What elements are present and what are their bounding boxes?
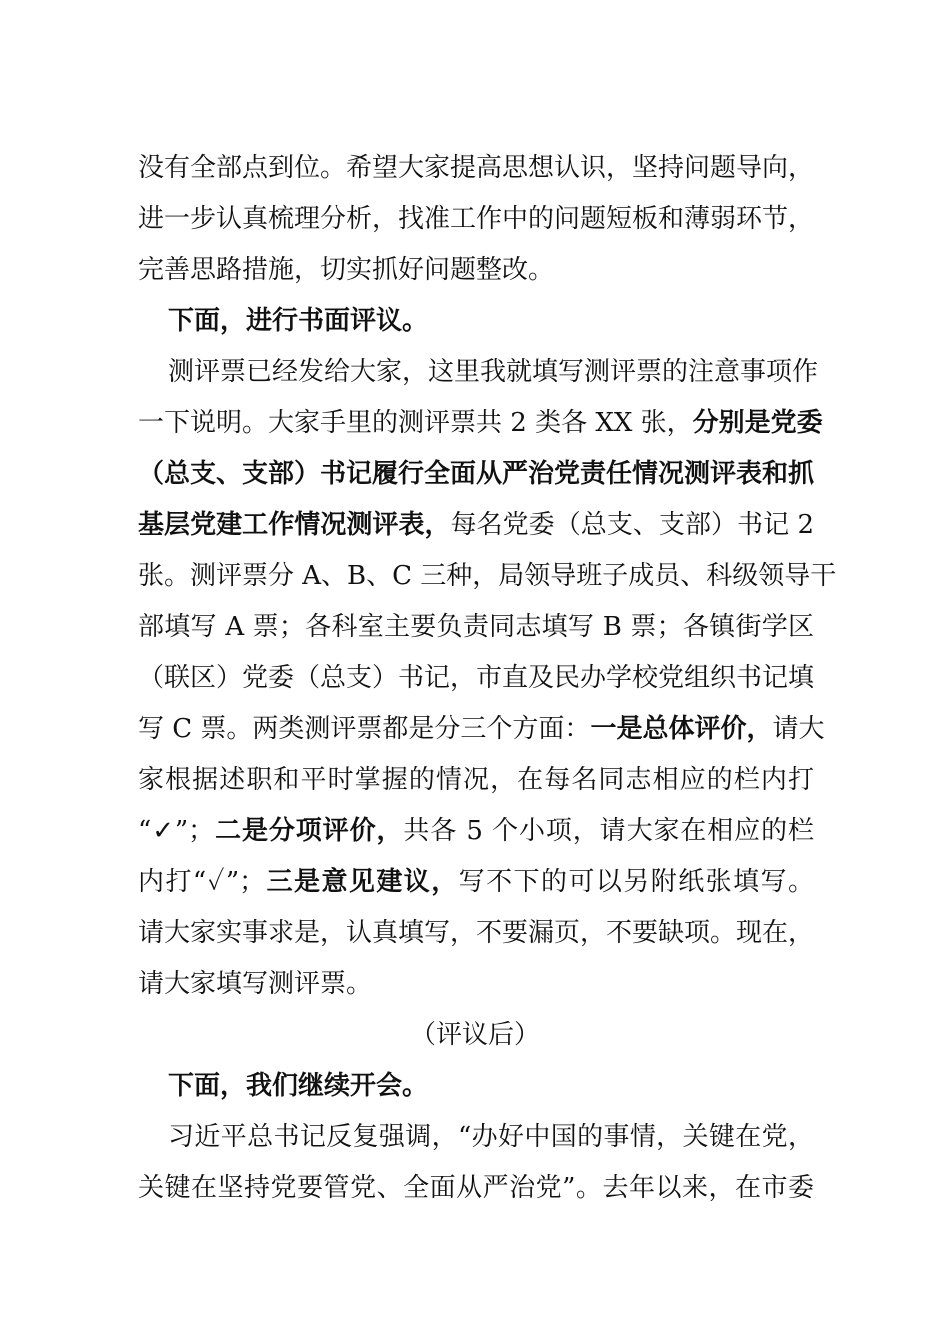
paragraph-line-13 (138, 760, 814, 800)
bold-text-segment: 二是分项评价， (214, 816, 404, 846)
text-segment: 写 C 票。两类测评票都是分三个方面： (138, 714, 591, 744)
text-segment: 进一步认真梳理分析，找准工作中的问题短板和薄弱环节， (138, 204, 815, 234)
paragraph-line-16 (138, 913, 814, 953)
text-segment: 请大 (772, 714, 825, 744)
text-segment: 测评票已经发给大家，这里我就填写测评票的注意事项作 (168, 357, 819, 387)
paragraph-line-3 (138, 250, 814, 290)
paragraph-line-7 (138, 454, 814, 494)
stage-direction (0, 1015, 950, 1055)
heading-text: 下面，我们继续开会。 (168, 1071, 429, 1101)
text-segment: 每名党委（总支、支部）书记 2 (450, 510, 814, 540)
paragraph-line-12 (138, 709, 825, 749)
paragraph-line-20 (168, 1117, 814, 1157)
text-segment: （联区）党委（总支）书记，市直及民办学校党组织书记填 (138, 663, 815, 693)
heading-text: 下面，进行书面评议。 (168, 306, 429, 336)
stage-direction-text: （评议后） (409, 1020, 540, 1050)
paragraph-line-10 (138, 607, 814, 647)
text-segment: 部填写 A 票；各科室主要负责同志填写 B 票；各镇街学区 (138, 612, 814, 642)
text-segment: 完善思路措施，切实抓好问题整改。 (138, 255, 555, 285)
text-segment: 关键在坚持党要管党、全面从严治党”。去年以来，在市委 (138, 1173, 814, 1203)
text-segment: 张。测评票分 A、B、C 三种，局领导班子成员、科级领导干 (138, 561, 837, 591)
text-segment: 习近平总书记反复强调，“办好中国的事情，关键在党， (168, 1122, 814, 1152)
section-heading-continue-meeting (168, 1066, 814, 1106)
bold-text-segment: 分别是党委 (692, 408, 823, 438)
bold-text-segment: 基层党建工作情况测评表， (138, 510, 451, 540)
paragraph-line-17 (138, 964, 814, 1004)
bold-text-segment: （总支、支部）书记履行全面从严治党责任情况测评表和抓 (138, 459, 815, 489)
text-segment: 家根据述职和平时掌握的情况，在每名同志相应的栏内打 (138, 765, 814, 795)
section-heading-written-review (168, 301, 814, 341)
text-segment: 一下说明。大家手里的测评票共 2 类各 XX 张， (138, 408, 693, 438)
text-segment: 写不下的可以另附纸张填写。 (458, 867, 814, 897)
text-segment: “✓”； (138, 816, 215, 846)
paragraph-line-15 (138, 862, 814, 902)
paragraph-line-2 (138, 199, 814, 239)
text-segment: 请大家实事求是，认真填写，不要漏页，不要缺项。现在， (138, 918, 815, 948)
bold-text-segment: 一是总体评价， (590, 714, 773, 744)
paragraph-line-14 (138, 811, 814, 851)
bold-text-segment: 三是意见建议， (265, 867, 459, 897)
paragraph-line-5 (168, 352, 819, 392)
text-segment: 共各 5 个小项，请大家在相应的栏 (403, 816, 814, 846)
paragraph-line-11 (138, 658, 814, 698)
paragraph-line-1 (138, 148, 814, 188)
paragraph-line-21 (138, 1168, 814, 1208)
paragraph-line-8 (138, 505, 814, 545)
paragraph-line-6 (138, 403, 823, 443)
text-segment: 内打“✓”； (138, 867, 266, 897)
text-segment: 请大家填写测评票。 (138, 969, 373, 999)
paragraph-line-9 (138, 556, 837, 596)
text-segment: 没有全部点到位。希望大家提高思想认识，坚持问题导向， (138, 153, 815, 183)
